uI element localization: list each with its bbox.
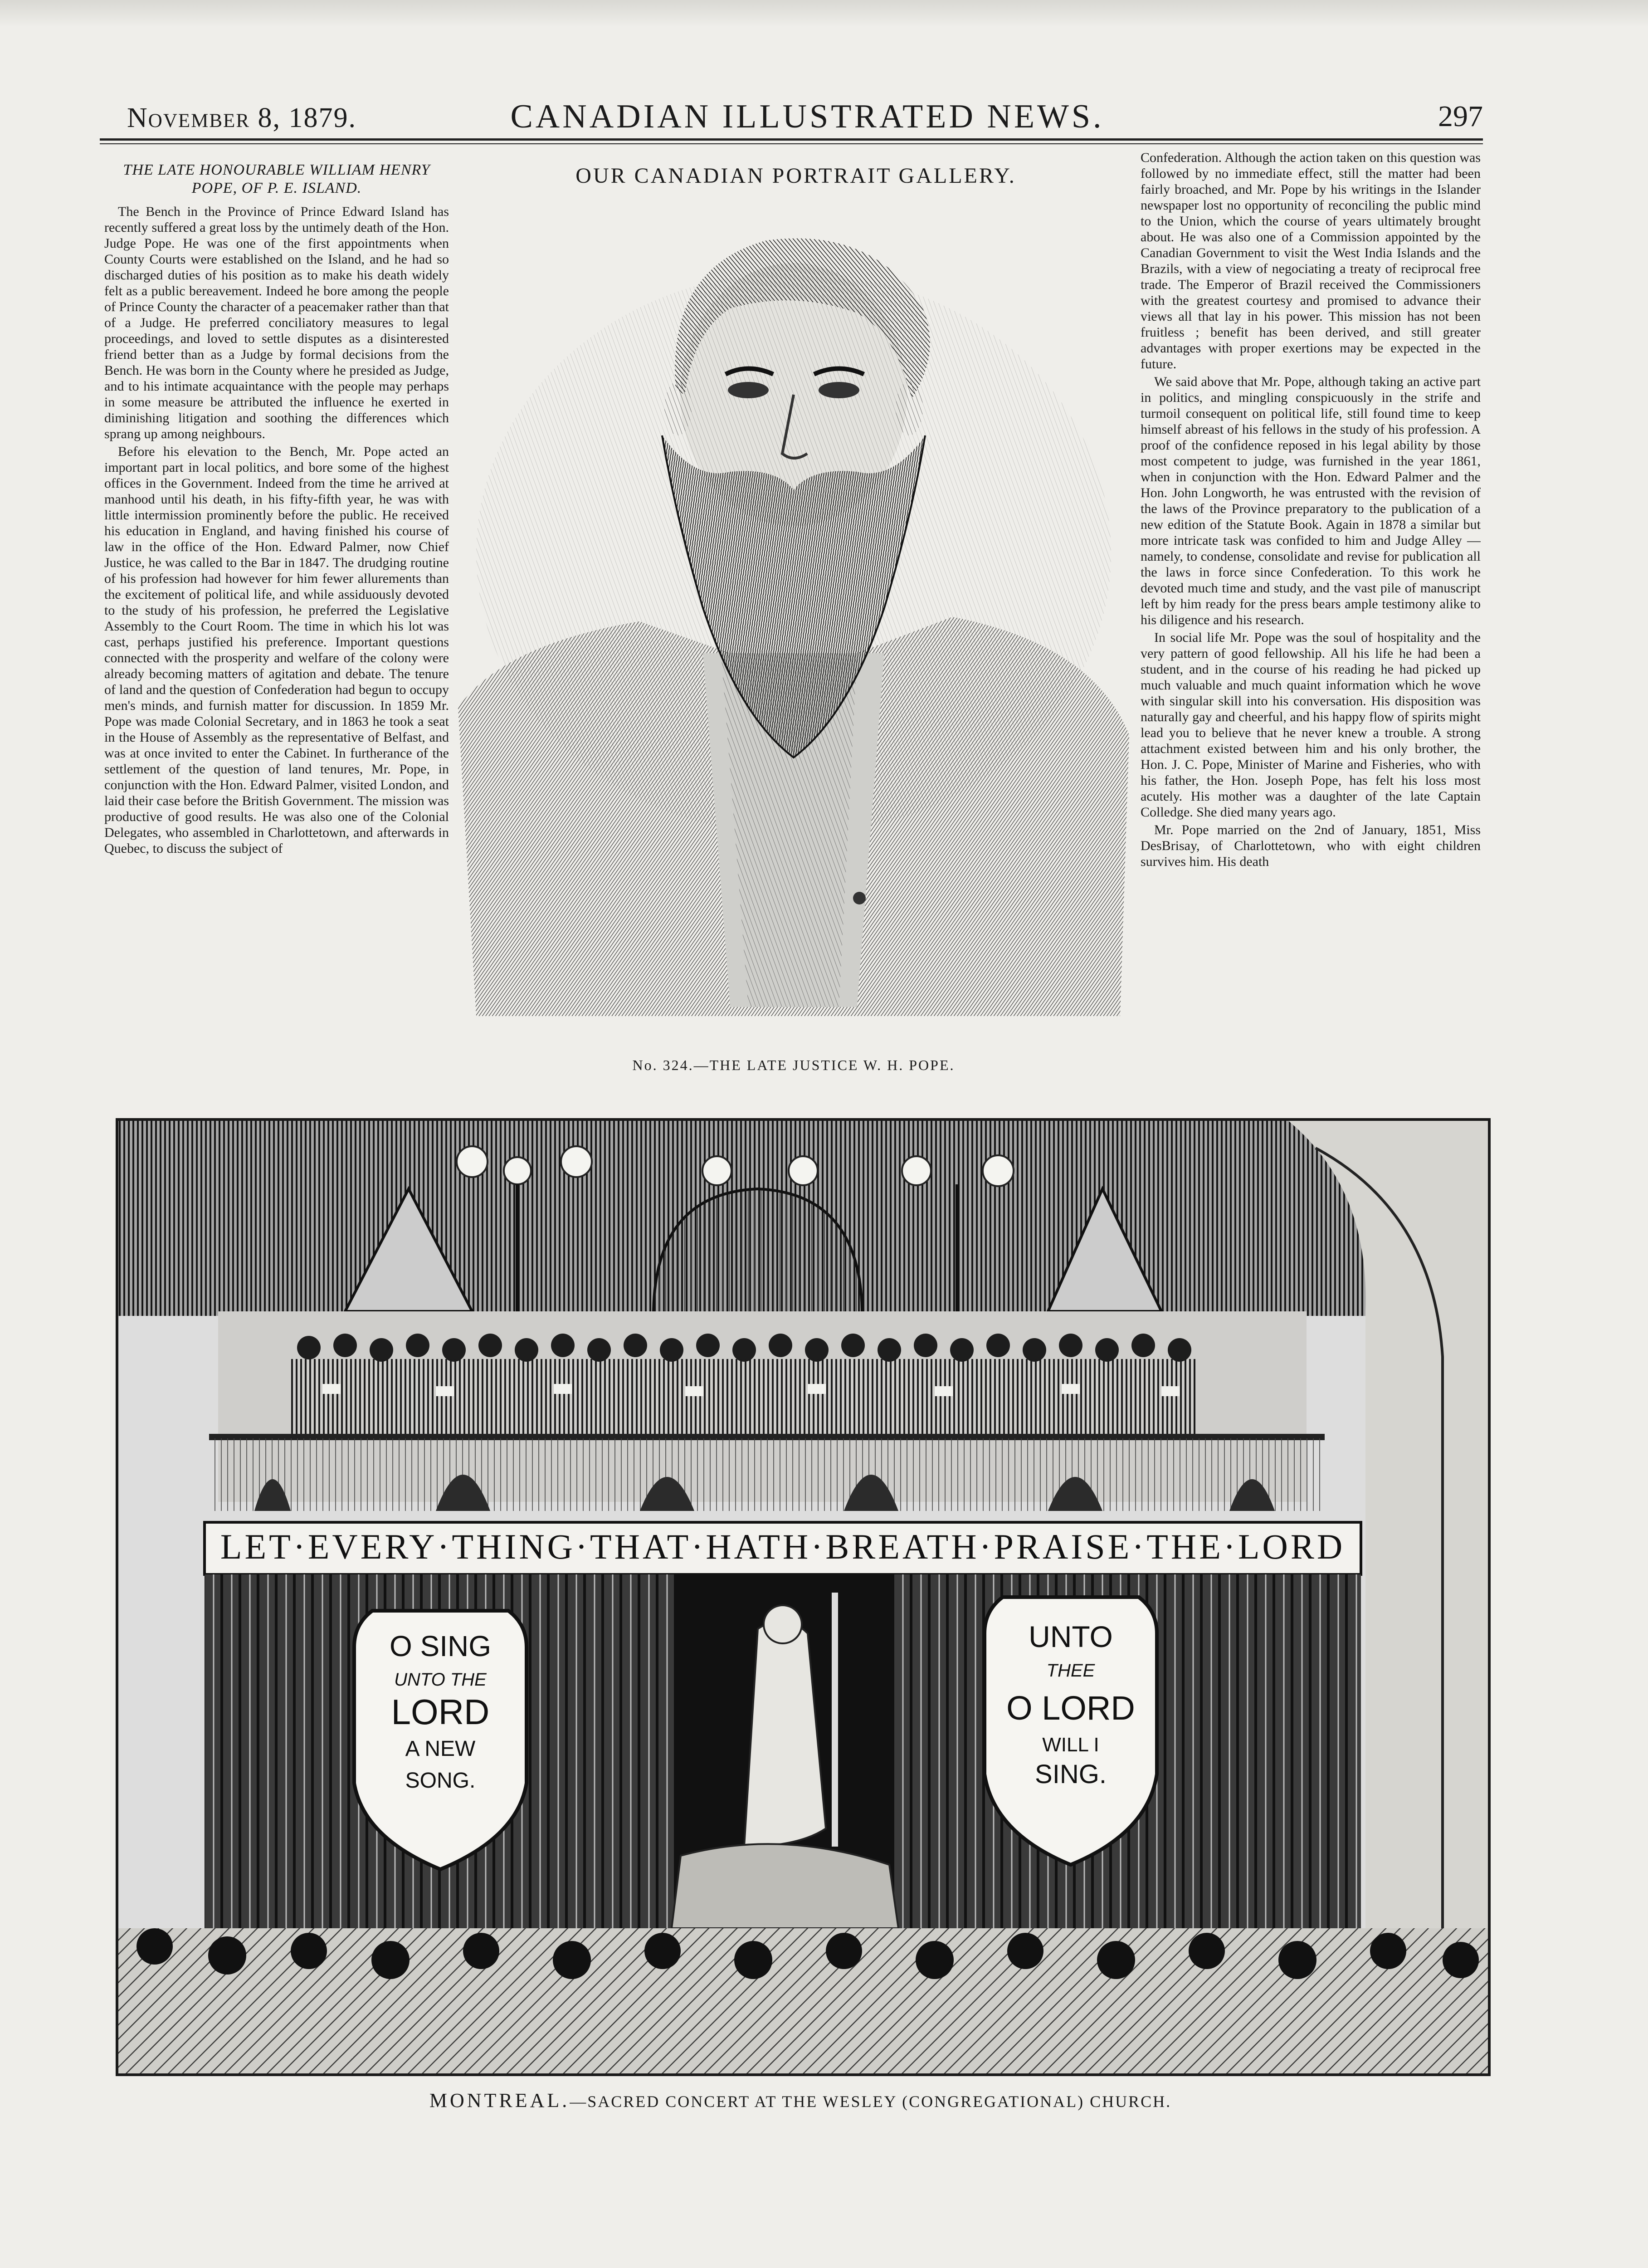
- header-rule: [100, 138, 1483, 141]
- left-article-column: [104, 161, 449, 1046]
- article-paragraph: Confederation. Although the action taken on this question was followed by no immediate effect, still the matter had been fairly broached, and Mr. Pope by his writings in the Islander newspaper lost no opportunity of reconciling the public mind to the Union, which the course of years ultimately brought about. He was also one of a Commission appointed by the Canadian Government to visit the West India Islands and the Brazils, with a view of negociating a treaty of reciprocal free trade. The Emperor of Brazil received the Commissioners with the greatest courtesy and promised to advance their views all that lay in his power. This mission has not been fruitless ; benefit has been derived, and still greater advantages with proper exertions may be expected in the future.: [1141, 150, 1481, 371]
- article-paragraph: Mr. Pope married on the 2nd of January, 1851, Miss DesBrisay, of Charlottetown, who with eight children survives him. His death: [1141, 822, 1481, 869]
- left-shield-line: A NEW: [405, 1737, 476, 1761]
- portrait-caption: No. 324.—THE LATE JUSTICE W. H. POPE.: [632, 1057, 955, 1073]
- header-rule-thin: [100, 143, 1483, 144]
- article-paragraph: In social life Mr. Pope was the soul of hospitality and the very pattern of good fellowship. All his life he had been a student, and in the course of his reading he had picked up much valuable and much quaint information which he wove with singular skill into his conversation. His disposition was naturally gay and cheerful, and his happy flow of spirits might lead you to believe that he never knew a trouble. A strong attachment existed between him and his only brother, the Hon. J. C. Pope, Minister of Marine and Fisheries, who with his father, the Hon. Joseph Pope, has felt his loss most acutely. His mother was a daughter of the late Captain Colledge. She died many years ago.: [1141, 630, 1481, 820]
- caption-city: MONTREAL.: [429, 2089, 570, 2112]
- article-paragraph: We said above that Mr. Pope, although taking an active part in politics, and mingling conspicuously in the strife and turmoil consequent on political life, still found time to keep himself abreast of his fellows in the study of his profession. A proof of the confidence reposed in his legal ability by those most competent to judge, was furnished in the year 1861, when in conjunction with the Hon. Edward Palmer and the Hon. John Longworth, he was entrusted with the revision of the laws of the Province preparatory to the publication of a new edition of the Statute Book. Again in 1878 a similar but more intricate task was confided to him and Judge Alley —namely, to condense, consolidate and revise for publication all the laws in force since Confederation. To this work he devoted much time and study, and the vast pile of manuscript left by him ready for the press bears ample testimony alike to his diligence and his research.: [1141, 374, 1481, 627]
- article-paragraph: The Bench in the Province of Prince Edward Island has recently suffered a great loss by the untimely death of the Hon. Judge Pope. He was one of the first appointments when County Courts were established on the Island, and he had so discharged duties of his position as to make his death widely felt as a public bereavement. Indeed he bore among the people of Prince County the character of a peacemaker rather than that of a Judge. He preferred conciliatory measures to legal proceedings, and loved to settle disputes as a disinterested friend better than as a Judge by formal decisions from the Bench. He was born in the County where he presided as Judge, and to his intimate acquaintance with the people may perhaps in some measure be attributed the influence he exerted in diminishing litigation and soothing the differences which sprang up among neighbours.: [104, 204, 449, 441]
- portrait-engraving: [449, 200, 1138, 1025]
- page-header: [122, 93, 1492, 143]
- page-number: 297: [1438, 100, 1483, 133]
- right-shield-line: O LORD: [1006, 1689, 1135, 1727]
- right-article-column: [1141, 150, 1481, 1046]
- left-shield-line: UNTO THE: [394, 1670, 487, 1690]
- left-shield-line: O SING: [389, 1630, 492, 1662]
- right-shield-line: SING.: [1035, 1760, 1107, 1789]
- article-paragraph: Before his elevation to the Bench, Mr. Pope acted an important part in local politics, and bore some of the highest offices in the Government. Indeed from the time he arrived at manhood until his death, in his fifty-fifth year, he was with little intermission prominently before the public. He received his education in England, and having finished his course of law in the office of the Hon. Edward Palmer, now Chief Justice, he was called to the Bar in 1847. The drudging routine of his profession had however for him fewer allurements than the excitement of political life, and while assiduously devoted to the study of his profession, he preferred the Legislative Assembly to the Court Room. The time in which his lot was cast, perhaps justified his preference. Important questions connected with the prosperity and welfare of the colony were already becoming matters of agitation and debate. The tenure of land and the question of Confederation had begun to occupy men's minds, and furnish matter for discussion. In 1859 Mr. Pope was made Colonial Secretary, and in 1863 he took a seat in the House of Assembly as the representative of Belfast, and was at once invited to enter the Cabinet. In furtherance of the settlement of the question of land tenures, Mr. Pope, in conjunction with the Hon. Edward Palmer, visited London, and laid their case before the British Government. The mission was productive of good results. He was also one of the Colonial Delegates, who assembled in Charlottetown, and afterwards in Quebec, to discuss the subject of: [104, 444, 449, 856]
- right-shield: [985, 1597, 1157, 1865]
- portrait-gallery-heading: OUR CANADIAN PORTRAIT GALLERY.: [575, 164, 1016, 188]
- right-shield-line: UNTO: [1029, 1620, 1113, 1653]
- issue-date: November 8, 1879.: [127, 103, 357, 133]
- left-shield-line: LORD: [391, 1692, 490, 1732]
- left-shield-line: SONG.: [405, 1769, 476, 1793]
- church-banner-text: LET·EVERY·THING·THAT·HATH·BREATH·PRAISE·THE·LORD: [220, 1527, 1346, 1566]
- right-shield-line: THEE: [1046, 1661, 1095, 1681]
- right-shield-line: WILL I: [1042, 1734, 1099, 1756]
- newspaper-title: CANADIAN ILLUSTRATED NEWS.: [510, 98, 1104, 135]
- caption-text: —SACRED CONCERT AT THE WESLEY (CONGREGATIONAL) CHURCH.: [570, 2092, 1172, 2111]
- article-title: THE LATE HONOURABLE WILLIAM HENRY POPE, OF P. E. ISLAND.: [123, 161, 430, 196]
- church-caption: [116, 2089, 1485, 2112]
- left-shield: [354, 1611, 527, 1869]
- page-top-edge: [0, 0, 1648, 27]
- church-concert-engraving: [116, 1118, 1491, 2076]
